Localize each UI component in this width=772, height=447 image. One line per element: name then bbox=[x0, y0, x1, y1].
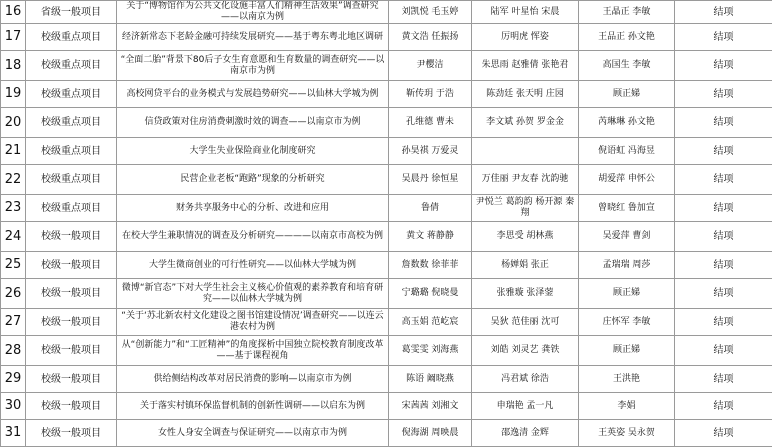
advisors: 顾正娣 bbox=[579, 279, 675, 309]
row-number: 30 bbox=[1, 393, 26, 420]
project-category: 校级重点项目 bbox=[26, 138, 117, 165]
other-members bbox=[472, 138, 579, 165]
other-members: 冯君斌 徐浩 bbox=[472, 366, 579, 393]
row-number: 28 bbox=[1, 336, 26, 366]
lead-members: 黄文 蒋静静 bbox=[389, 222, 472, 252]
advisors: 胡爱萍 申怀公 bbox=[579, 165, 675, 195]
other-members: 申瑞艳 孟一凡 bbox=[472, 393, 579, 420]
table-row bbox=[1, 336, 772, 366]
table-row bbox=[1, 393, 772, 420]
project-category: 校级重点项目 bbox=[26, 165, 117, 195]
project-title: 微博“新官态”下对大学生社会主义核心价值观的素养教育和培育研究——以仙林大学城为例 bbox=[117, 279, 389, 309]
project-category: 校级重点项目 bbox=[26, 24, 117, 51]
project-category: 校级一般项目 bbox=[26, 279, 117, 309]
status: 结项 bbox=[675, 420, 772, 447]
project-title: 高校网贷平台的业务模式与发展趋势研究——以仙林大学城为例 bbox=[117, 81, 389, 108]
table-row bbox=[1, 51, 772, 81]
table-body bbox=[1, 1, 772, 447]
project-title: 关于落实村镇环保监督机制的创新性调研——以启东为例 bbox=[117, 393, 389, 420]
status: 结项 bbox=[675, 1, 772, 24]
status: 结项 bbox=[675, 252, 772, 279]
other-members: 杨婵娟 张正 bbox=[472, 252, 579, 279]
row-number: 21 bbox=[1, 138, 26, 165]
row-number: 19 bbox=[1, 81, 26, 108]
advisors: 王品正 孙文艳 bbox=[579, 24, 675, 51]
advisors: 高国生 李敏 bbox=[579, 51, 675, 81]
project-title: 女性人身安全调查与保证研究——以南京市为例 bbox=[117, 420, 389, 447]
lead-members: 刘凯悦 毛玉婷 bbox=[389, 1, 472, 24]
lead-members: 尹樱洁 bbox=[389, 51, 472, 81]
advisors: 顾正娣 bbox=[579, 81, 675, 108]
project-category: 省级一般项目 bbox=[26, 1, 117, 24]
lead-members: 宋茜茜 刘湘文 bbox=[389, 393, 472, 420]
project-title: 经济新常态下老龄金融可持续发展研究——基于粤东粤北地区调研 bbox=[117, 24, 389, 51]
row-number: 24 bbox=[1, 222, 26, 252]
status: 结项 bbox=[675, 336, 772, 366]
status: 结项 bbox=[675, 165, 772, 195]
project-title: 在校大学生兼职情况的调查及分析研究————以南京市高校为例 bbox=[117, 222, 389, 252]
advisors: 芮琳琳 孙文艳 bbox=[579, 108, 675, 138]
table-row bbox=[1, 252, 772, 279]
advisors: 顾正娣 bbox=[579, 336, 675, 366]
status: 结项 bbox=[675, 108, 772, 138]
table-row bbox=[1, 195, 772, 222]
advisors: 庄怀军 李敏 bbox=[579, 309, 675, 336]
project-category: 校级一般项目 bbox=[26, 366, 117, 393]
project-category: 校级一般项目 bbox=[26, 222, 117, 252]
project-title: 民营企业老板“跑路”现象的分析研究 bbox=[117, 165, 389, 195]
advisors: 王晶正 李敏 bbox=[579, 1, 675, 24]
lead-members: 孙昊祺 万爱灵 bbox=[389, 138, 472, 165]
other-members: 尹悦兰 葛韵韵 杨开源 秦翔 bbox=[472, 195, 579, 222]
lead-members: 詹数数 徐菲菲 bbox=[389, 252, 472, 279]
advisors: 王英姿 吴永贺 bbox=[579, 420, 675, 447]
other-members: 朱思雨 赵雅倩 张艳君 bbox=[472, 51, 579, 81]
other-members: 邵逸清 金辉 bbox=[472, 420, 579, 447]
project-category: 校级重点项目 bbox=[26, 81, 117, 108]
table-row bbox=[1, 1, 772, 24]
advisors: 曾晓红 鲁加宣 bbox=[579, 195, 675, 222]
other-members: 陆军 叶星怡 宋晨 bbox=[472, 1, 579, 24]
project-title: 供给侧结构改革对居民消费的影响—以南京市为例 bbox=[117, 366, 389, 393]
advisors: 孟瑞瑞 周莎 bbox=[579, 252, 675, 279]
status: 结项 bbox=[675, 138, 772, 165]
lead-members: 葛雯雯 刘海燕 bbox=[389, 336, 472, 366]
table-row bbox=[1, 309, 772, 336]
other-members: 厉明虎 恽姿 bbox=[472, 24, 579, 51]
project-title: 从“创新能力”和“工匠精神”的角度探析中国独立院校教育制度改革——基于课程视角 bbox=[117, 336, 389, 366]
table-row bbox=[1, 366, 772, 393]
lead-members: 倪海湖 周映晨 bbox=[389, 420, 472, 447]
advisors: 倪语虹 冯海昱 bbox=[579, 138, 675, 165]
table-row bbox=[1, 279, 772, 309]
other-members: 李文斌 孙贺 罗金金 bbox=[472, 108, 579, 138]
project-title: “全面二胎”背景下80后子女生育意愿和生育数量的调查研究——以南京市为例 bbox=[117, 51, 389, 81]
advisors: 吴爱萍 曹剑 bbox=[579, 222, 675, 252]
table-row bbox=[1, 108, 772, 138]
lead-members: 孔维德 曹未 bbox=[389, 108, 472, 138]
other-members: 万佳丽 尹友春 沈韵驰 bbox=[472, 165, 579, 195]
status: 结项 bbox=[675, 393, 772, 420]
row-number: 27 bbox=[1, 309, 26, 336]
table-row bbox=[1, 222, 772, 252]
table-row bbox=[1, 138, 772, 165]
row-number: 16 bbox=[1, 1, 26, 24]
advisors: 王洪艳 bbox=[579, 366, 675, 393]
status: 结项 bbox=[675, 366, 772, 393]
table-row bbox=[1, 165, 772, 195]
project-title: 财务共享服务中心的分析、改进和应用 bbox=[117, 195, 389, 222]
project-title: 关于“博物馆作为公共文化设施丰富人们精神生活效果”调查研究——以南京为例 bbox=[117, 1, 389, 24]
row-number: 29 bbox=[1, 366, 26, 393]
project-category: 校级一般项目 bbox=[26, 420, 117, 447]
status: 结项 bbox=[675, 195, 772, 222]
project-title: 大学生微商创业的可行性研究——以仙林大学城为例 bbox=[117, 252, 389, 279]
row-number: 20 bbox=[1, 108, 26, 138]
row-number: 25 bbox=[1, 252, 26, 279]
row-number: 31 bbox=[1, 420, 26, 447]
row-number: 23 bbox=[1, 195, 26, 222]
status: 结项 bbox=[675, 24, 772, 51]
status: 结项 bbox=[675, 222, 772, 252]
other-members: 刘皓 刘灵艺 龚铁 bbox=[472, 336, 579, 366]
project-category: 校级一般项目 bbox=[26, 252, 117, 279]
lead-members: 吴晨丹 徐恒星 bbox=[389, 165, 472, 195]
lead-members: 高玉娟 范屹宸 bbox=[389, 309, 472, 336]
project-title: “关于‘苏北新农村文化建设之图书馆建设情况’调查研究——以连云港农村为例 bbox=[117, 309, 389, 336]
other-members: 李思受 胡林燕 bbox=[472, 222, 579, 252]
project-category: 校级一般项目 bbox=[26, 393, 117, 420]
status: 结项 bbox=[675, 309, 772, 336]
table-row bbox=[1, 81, 772, 108]
project-category: 校级一般项目 bbox=[26, 336, 117, 366]
project-category: 校级重点项目 bbox=[26, 108, 117, 138]
lead-members: 鲁倩 bbox=[389, 195, 472, 222]
lead-members: 宁璐璐 倪晓曼 bbox=[389, 279, 472, 309]
status: 结项 bbox=[675, 51, 772, 81]
project-title: 大学生失业保险商业化制度研究 bbox=[117, 138, 389, 165]
row-number: 26 bbox=[1, 279, 26, 309]
row-number: 22 bbox=[1, 165, 26, 195]
lead-members: 黄文浩 任振扬 bbox=[389, 24, 472, 51]
project-category: 校级一般项目 bbox=[26, 309, 117, 336]
status: 结项 bbox=[675, 279, 772, 309]
project-title: 信贷政策对住房消费刺激时效的调查——以南京市为例 bbox=[117, 108, 389, 138]
table-row bbox=[1, 420, 772, 447]
row-number: 17 bbox=[1, 24, 26, 51]
lead-members: 陈语 阚晓燕 bbox=[389, 366, 472, 393]
other-members: 吴狄 范佳丽 沈可 bbox=[472, 309, 579, 336]
project-category: 校级重点项目 bbox=[26, 51, 117, 81]
status: 结项 bbox=[675, 81, 772, 108]
other-members: 张雅璇 张泽蓥 bbox=[472, 279, 579, 309]
other-members: 陈劲廷 张天明 庄园 bbox=[472, 81, 579, 108]
advisors: 李娟 bbox=[579, 393, 675, 420]
project-category: 校级重点项目 bbox=[26, 195, 117, 222]
lead-members: 靳传玥 于浩 bbox=[389, 81, 472, 108]
table-row bbox=[1, 24, 772, 51]
row-number: 18 bbox=[1, 51, 26, 81]
